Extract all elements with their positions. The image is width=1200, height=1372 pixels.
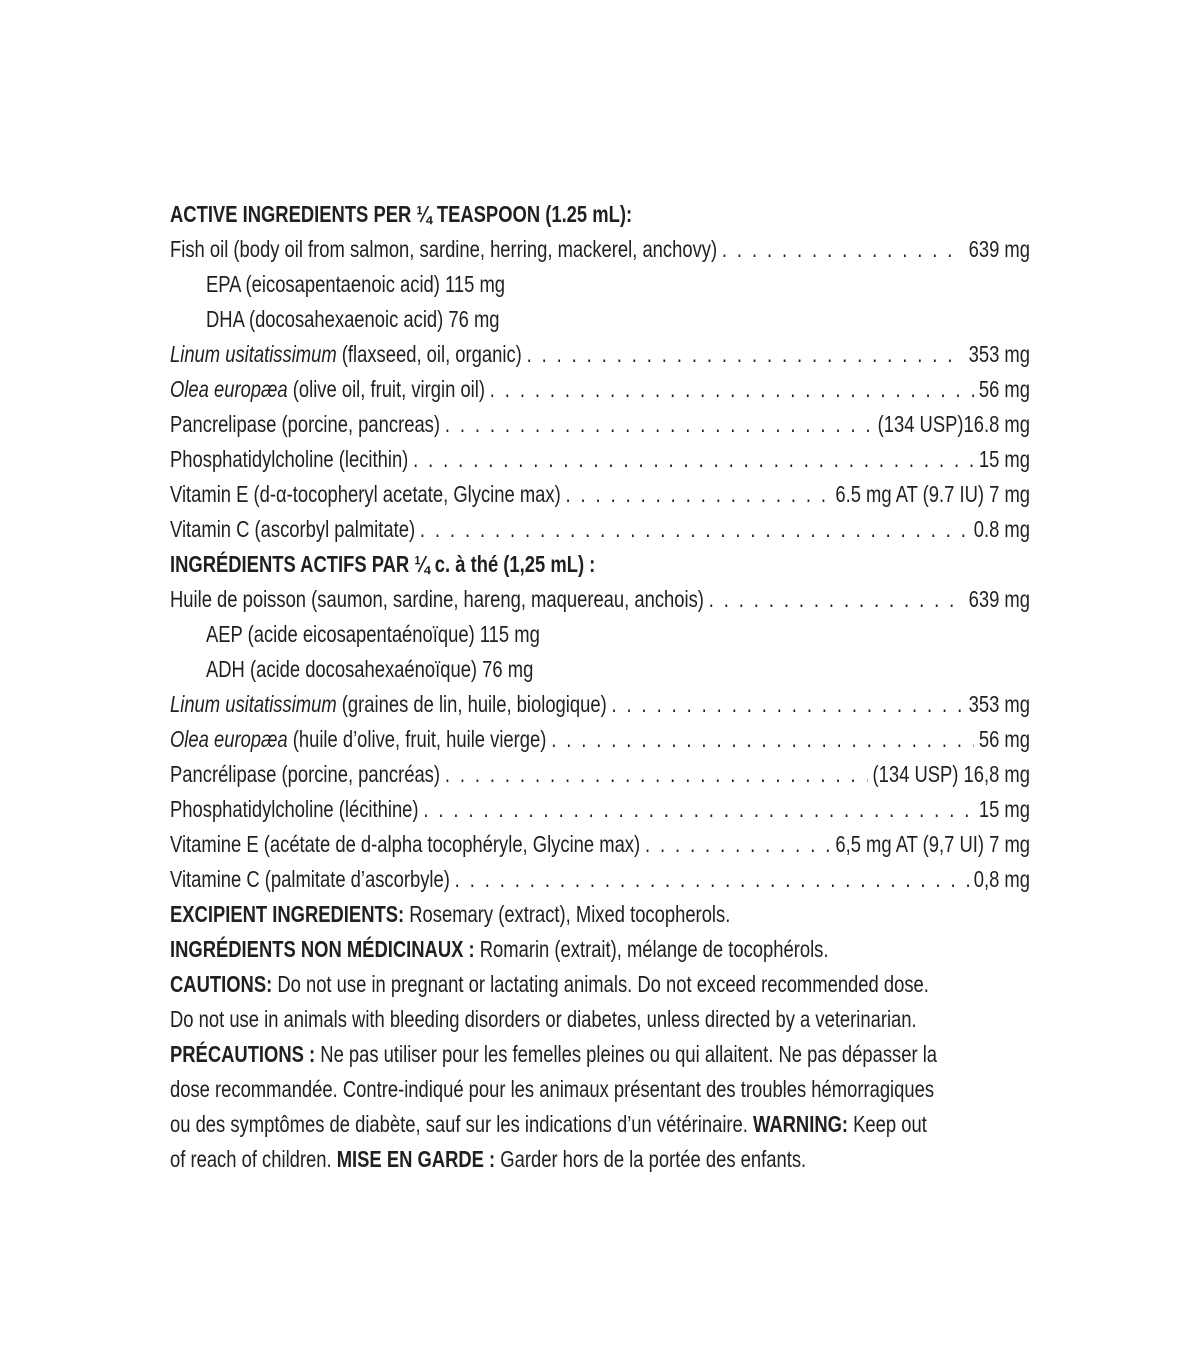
warning-label-en: WARNING: [752,1111,849,1137]
ingredient-subitem: ADH (acide docosahexaénoïque) 76 mg [206,656,534,682]
ingredient-name: Vitamin E (d-α-tocopheryl acetate, Glycine max) [170,481,561,507]
ingredient-name: Pancrelipase (porcine, pancreas) [170,411,441,437]
cautions-text-fr: Ne pas utiliser pour les femelles pleines ou qui allaitent. Ne pas dépasser la [315,1041,938,1067]
dot-leader [445,757,868,792]
cautions-fr-line [170,1037,1030,1072]
excipient-text-en: Rosemary (extract), Mixed tocopherols. [404,901,731,927]
ingredient-amount: 56 mg [978,726,1030,752]
dot-leader [551,722,974,757]
latin-name: Linum usitatissimum [170,691,337,717]
ingredient-row [170,722,1030,757]
ingredient-amount: 353 mg [968,691,1030,717]
ingredient-row [170,442,1030,477]
ingredient-row [170,792,1030,827]
cautions-label-fr: PRÉCAUTIONS : [170,1041,316,1067]
ingredient-amount: 15 mg [978,446,1030,472]
latin-name: Olea europæa [170,376,288,402]
warning-line [170,1142,1030,1177]
ingredient-subitem: EPA (eicosapentaenoic acid) 115 mg [206,271,506,297]
ingredient-row [170,687,1030,722]
excipient-text-fr: Romarin (extrait), mélange de tocophérols. [474,936,829,962]
ingredient-description: (flaxseed, oil, organic) [336,341,522,367]
ingredient-amount: (134 USP)16.8 mg [877,411,1030,437]
ingredients-panel [170,197,1030,1177]
cautions-fr-line [170,1107,1030,1142]
warning-label-fr: MISE EN GARDE : [336,1146,496,1172]
ingredient-amount: 0.8 mg [973,516,1030,542]
cautions-label-en: CAUTIONS: [170,971,273,997]
excipient-label-en: EXCIPIENT INGREDIENTS: [170,901,405,927]
latin-name: Olea europæa [170,726,288,752]
ingredient-row [170,232,1030,267]
ingredient-amount: 639 mg [968,236,1030,262]
latin-name: Linum usitatissimum [170,341,337,367]
warning-text-en: Keep out [848,1111,927,1137]
ingredient-description: (olive oil, fruit, virgin oil) [287,376,485,402]
ingredient-name: Phosphatidylcholine (lecithin) [170,446,409,472]
cautions-en-line [170,967,1030,1002]
ingredient-amount: 6,5 mg AT (9,7 UI) 7 mg [835,831,1030,857]
ingredient-name [170,722,546,757]
cautions-text-fr: ou des symptômes de diabète, sauf sur les indications d’un vétérinaire. [170,1111,753,1137]
ingredient-row [170,757,1030,792]
dot-leader [420,512,969,547]
ingredient-name [170,372,485,407]
ingredient-description: (graines de lin, huile, biologique) [336,691,607,717]
dot-leader [722,232,964,267]
ingredient-name: Pancrélipase (porcine, pancréas) [170,761,441,787]
excipient-fr [170,932,1030,967]
dot-leader [645,827,831,862]
heading-active-ingredients-en: ACTIVE INGREDIENTS PER ¼ TEASPOON (1.25 mL): [170,201,633,227]
ingredient-name: Fish oil (body oil from salmon, sardine, herring, mackerel, anchovy) [170,236,718,262]
ingredient-name: Phosphatidylcholine (lécithine) [170,796,419,822]
ingredient-amount: 56 mg [978,376,1030,402]
dot-leader [566,477,831,512]
ingredient-row [170,512,1030,547]
cautions-text-en: Do not use in pregnant or lactating animals. Do not exceed recommended dose. [272,971,929,997]
dot-leader [423,792,974,827]
dot-leader [490,372,974,407]
dot-leader [527,337,964,372]
ingredient-subitem: DHA (docosahexaenoic acid) 76 mg [206,306,500,332]
excipient-label-fr: INGRÉDIENTS NON MÉDICINAUX : [170,936,475,962]
cautions-en-line: Do not use in animals with bleeding disorders or diabetes, unless directed by a veterinarian. [170,1006,917,1032]
ingredient-name: Huile de poisson (saumon, sardine, hareng, maquereau, anchois) [170,586,704,612]
heading-active-ingredients-fr: INGRÉDIENTS ACTIFS PAR ¼ c. à thé (1,25 mL) : [170,551,596,577]
ingredient-row [170,827,1030,862]
ingredient-name: Vitamine E (acétate de d-alpha tocophéryle, Glycine max) [170,831,641,857]
dot-leader [455,862,969,897]
warning-text-en: of reach of children. [170,1146,337,1172]
ingredient-name: Vitamin C (ascorbyl palmitate) [170,516,416,542]
ingredient-name [170,337,522,372]
ingredient-amount: 15 mg [978,796,1030,822]
warning-text-fr: Garder hors de la portée des enfants. [495,1146,807,1172]
ingredient-description: (huile d’olive, fruit, huile vierge) [287,726,547,752]
dot-leader [413,442,974,477]
dot-leader [709,582,964,617]
ingredient-row [170,372,1030,407]
ingredient-row [170,407,1030,442]
ingredient-name: Vitamine C (palmitate d’ascorbyle) [170,866,450,892]
ingredient-amount: 639 mg [968,586,1030,612]
ingredient-row [170,582,1030,617]
cautions-fr-line: dose recommandée. Contre-indiqué pour les animaux présentant des troubles hémorragiques [170,1076,935,1102]
ingredient-row [170,862,1030,897]
ingredient-amount: (134 USP) 16,8 mg [872,761,1030,787]
ingredient-subitem: AEP (acide eicosapentaénoïque) 115 mg [206,621,540,647]
dot-leader [612,687,964,722]
ingredient-amount: 353 mg [968,341,1030,367]
ingredient-row [170,337,1030,372]
ingredient-name [170,687,607,722]
ingredient-row [170,477,1030,512]
ingredient-amount: 0,8 mg [973,866,1030,892]
excipient-en [170,897,1030,932]
dot-leader [445,407,873,442]
ingredient-amount: 6.5 mg AT (9.7 IU) 7 mg [835,481,1030,507]
